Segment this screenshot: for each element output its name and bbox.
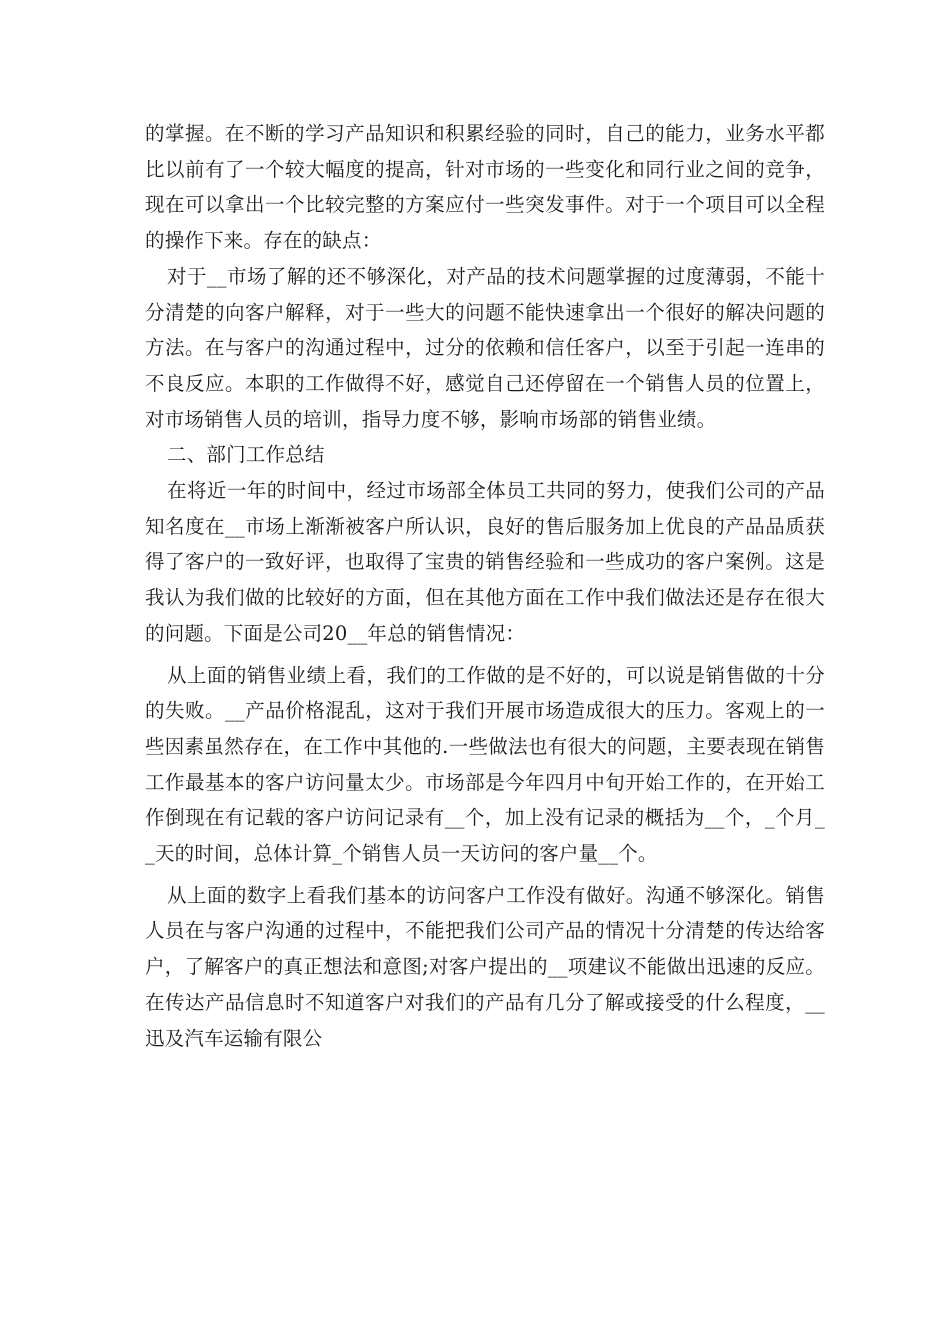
paragraph-shortcomings: 对于__市场了解的还不够深化，对产品的技术问题掌握的过度薄弱，不能十分清楚的向客户解释，对于一些大的问题不能快速拿出一个很好的解决问题的方法。在与客户的沟通过程中，过分的依赖和信任客户，以至于引起一连串的不良反应。本职的工作做得不好，感觉自己还停留在一个销售人员的位置上，对市场销售人员的培训，指导力度不够，影响市场部的销售业绩。: [145, 264, 825, 431]
paragraph-department-summary: 在将近一年的时间中，经过市场部全体员工共同的努力，使我们公司的产品知名度在__市场上渐渐被客户所认识，良好的售后服务加上优良的产品品质获得了客户的一致好评，也取得了宝贵的销售经验和一些成功的客户案例。这是我认为我们做的比较好的方面，但在其他方面在工作中我们做法还是存在很大的问题。下面是公司20__年总的销售情况：: [145, 479, 825, 645]
section-heading: 二、部门工作总结: [167, 443, 325, 467]
paragraph-sales-performance: 从上面的销售业绩上看，我们的工作做的是不好的，可以说是销售做的十分的失败。__产品价格混乱，这对于我们开展市场造成很大的压力。客观上的一些因素虽然存在，在工作中其他的.一些做法也有很大的问题，主要表现在销售工作最基本的客户访问量太少。市场部是今年四月中旬开始工作的，在开始工作倒现在有记载的客户访问记录有__个，加上没有记录的概括为__个，_个月__天的时间，总体计算_个销售人员一天访问的客户量__个。: [145, 663, 825, 866]
paragraph-customer-visits: 从上面的数字上看我们基本的访问客户工作没有做好。沟通不够深化。销售人员在与客户沟通的过程中，不能把我们公司产品的情况十分清楚的传达给客户，了解客户的真正想法和意图;对客户提出的__项建议不能做出迅速的反应。在传达产品信息时不知道客户对我们的产品有几分了解或接受的什么程度，__迅及汽车运输有限公: [145, 883, 825, 1050]
paragraph-intro: 的掌握。在不断的学习产品知识和积累经验的同时，自己的能力，业务水平都比以前有了一个较大幅度的提高，针对市场的一些变化和同行业之间的竞争，现在可以拿出一个比较完整的方案应付一些突发事件。对于一个项目可以全程的操作下来。存在的缺点：: [145, 122, 825, 253]
document-page: [145, 116, 825, 1056]
